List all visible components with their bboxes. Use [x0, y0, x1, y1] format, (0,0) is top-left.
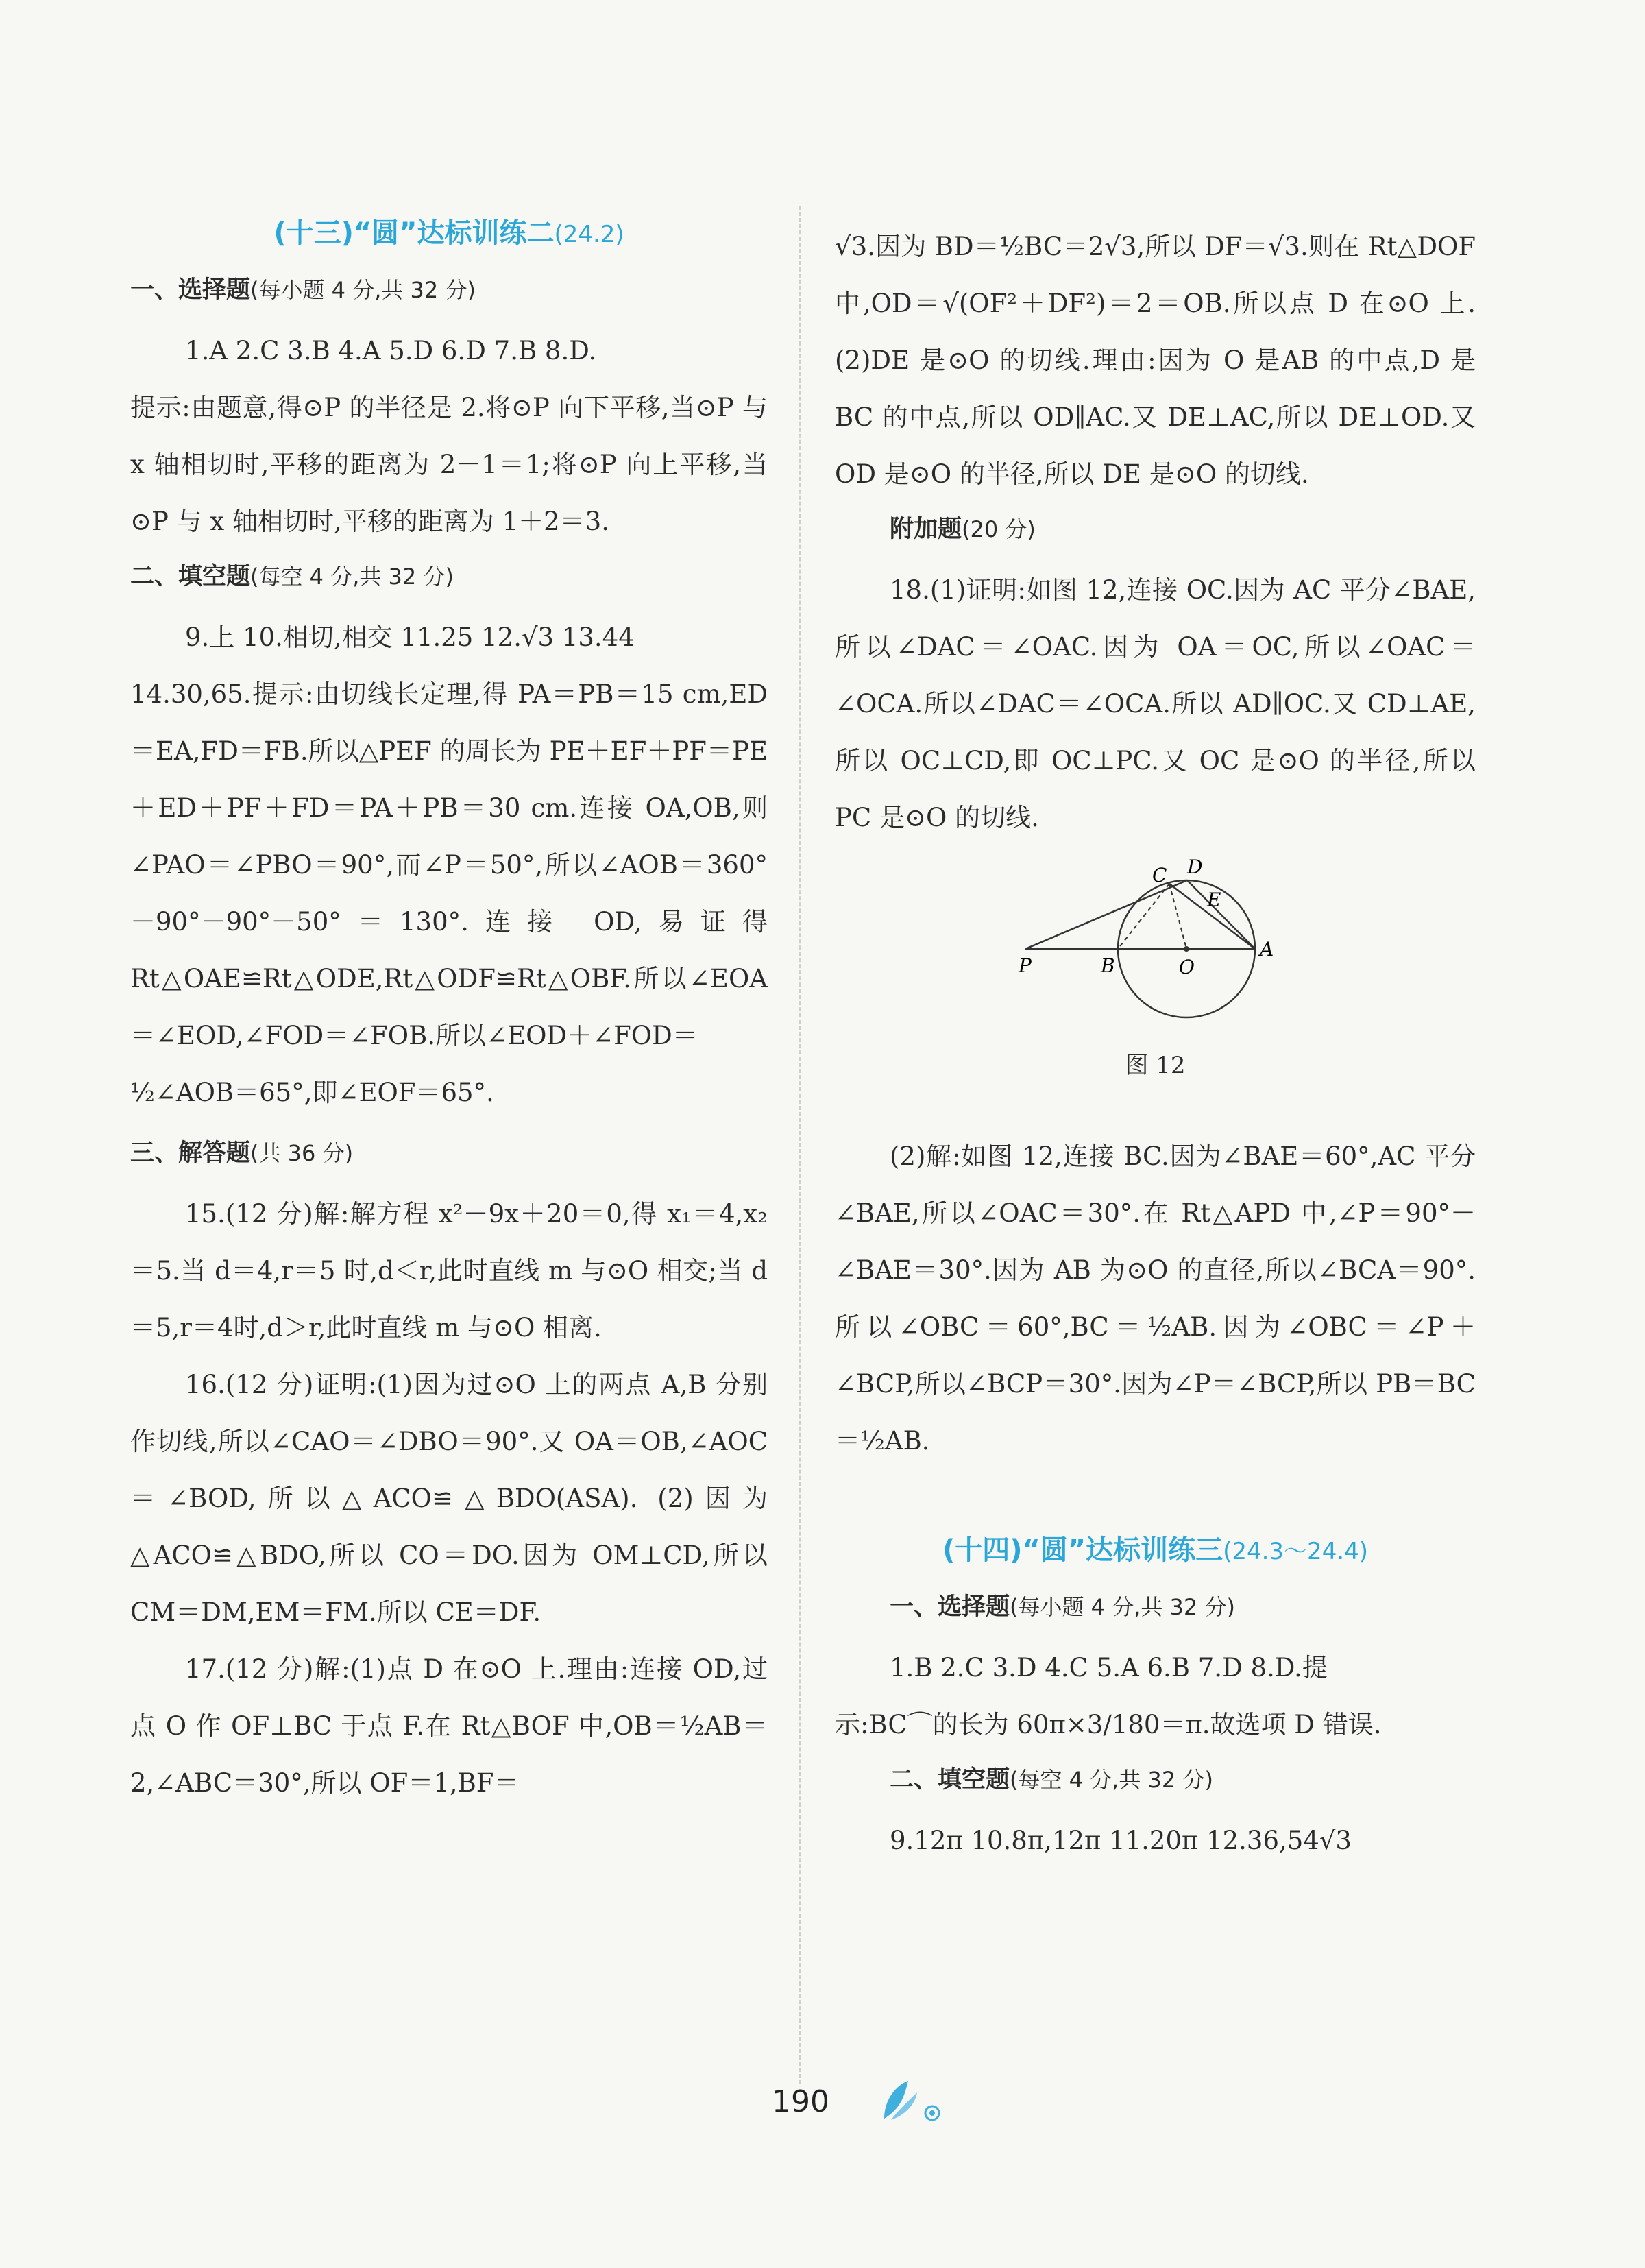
extra-heading [890, 509, 1476, 549]
extra-heading-text: 附加题 [890, 516, 962, 543]
t2-choice-hint: 示:BC⌒的长为 60π×3/180＝π.故选项 D 错误. [835, 1710, 1382, 1739]
question-18-part-1: 18.(1)证明:如图 12,连接 OC.因为 AC 平分∠BAE,所以∠DAC＝∠OAC.因为 OA＝OC,所以∠OAC＝∠OCA.所以∠DAC＝∠OCA.所以 AD∥OC.又 CD⊥AE,所以 OC⊥CD,即 OC⊥PC.又 OC 是⊙O 的半径,所以 PC 是⊙O 的切线. [835, 575, 1476, 832]
page-number: 190 [772, 2084, 829, 2119]
label-p: P [1018, 954, 1032, 977]
circle-tangent-diagram [1012, 853, 1300, 1031]
t2-fill-answers: 9.12π 10.8π,12π 11.20π 12.36,54√3 [890, 1826, 1352, 1855]
right-column [835, 199, 1476, 1869]
t2-choice-heading-text: 一、选择题 [890, 1593, 1010, 1621]
section-title-2-range: (24.3～24.4) [1223, 1538, 1369, 1565]
left-column [130, 199, 768, 1811]
question-14: 14.30,65.提示:由切线长定理,得 PA＝PB＝15 cm,ED＝EA,FD＝FB.所以△PEF 的周长为 PE＋EF＋PF＝PE＋ED＋PF＋FD＝PA＋PB＝30 cm.连接 OA,OB,则∠PAO＝∠PBO＝90°,而∠P＝50°,所以∠AOB＝360°－90°－90°－50°＝130°.连接 OD,易证得Rt△OAE≌Rt△ODE,Rt△ODF≌Rt△OBF.所以∠EOA＝∠EOD,∠FOD＝∠FOB.所以∠EOD＋∠FOD＝ [130, 679, 768, 1050]
figure-caption: 图 12 [1125, 1052, 1186, 1079]
label-o: O [1178, 956, 1195, 978]
label-e: E [1206, 889, 1221, 911]
section-title-text: (十三)“圆”达标训练二 [273, 217, 555, 249]
question-16: 16.(12 分)证明:(1)因为过⊙O 上的两点 A,B 分别作切线,所以∠CAO＝∠DBO＝90°.又 OA＝OB,∠AOC＝∠BOD,所以△ACO≌△BDO(ASA). (2)因为△ACO≌△BDO,所以 CO＝DO.因为 OM⊥CD,所以 CM＝DM,EM＝FM.所以 CE＝DF. [130, 1370, 768, 1627]
section-title-14 [835, 1530, 1476, 1572]
choice-hint: 提示:由题意,得⊙P 的半径是 2.将⊙P 向下平移,当⊙P 与 x 轴相切时,平移的距离为 2－1＝1;将⊙P 向上平移,当⊙P 与 x 轴相切时,平移的距离为 1＋2＝3. [130, 393, 768, 536]
t2-choice-heading [890, 1587, 1476, 1627]
question-14-end: ½∠AOB＝65°,即∠EOF＝65°. [130, 1078, 494, 1107]
t2-choice-heading-note: (每小题 4 分,共 32 分) [1010, 1594, 1235, 1620]
section-title-range: (24.2) [554, 221, 624, 248]
label-b: B [1100, 954, 1115, 977]
center-dot [1184, 946, 1189, 952]
leaf-ornament-icon [877, 2077, 953, 2125]
figure-12 [835, 853, 1476, 1080]
question-17: 17.(12 分)解:(1)点 D 在⊙O 上.理由:连接 OD,过点 O 作 OF⊥BC 于点 F.在 Rt△BOF 中,OB＝½AB＝2,∠ABC＝30°,所以 OF＝1,BF＝ [130, 1654, 768, 1798]
t2-fill-heading-text: 二、填空题 [890, 1766, 1010, 1794]
line-co [1169, 884, 1186, 949]
line-pd [1025, 880, 1187, 949]
question-17-continued: √3.因为 BD＝½BC＝2√3,所以 DF＝√3.则在 Rt△DOF中,OD＝√(OF²＋DF²)＝2＝OB.所以点 D 在⊙O 上. (2)DE 是⊙O 的切线.理由:因为 O 是AB 的中点,D 是 BC 的中点,所以 OD∥AC.又 DE⊥AC,所以 DE⊥OD.又 OD 是⊙O 的半径,所以 DE 是⊙O 的切线. [835, 232, 1476, 489]
label-c: C [1152, 864, 1167, 886]
fill-heading [130, 557, 768, 596]
question-18-part-2: (2)解:如图 12,连接 BC.因为∠BAE＝60°,AC 平分∠BAE,所以∠OAC＝30°.在 Rt△APD 中,∠P＝90°－∠BAE＝30°.因为 AB 为⊙O 的直径,所以∠BCA＝90°.所以∠OBC＝60°,BC＝½AB.因为∠OBC＝∠P＋∠BCP,所以∠BCP＝30°.因为∠P＝∠BCP,所以 PB＝BC＝½AB. [835, 1142, 1476, 1456]
t2-choice-answers: 1.B 2.C 3.D 4.C 5.A 6.B 7.D 8.D.提 [890, 1653, 1328, 1682]
section-title-13 [130, 213, 768, 255]
section-title-2-text: (十四)“圆”达标训练三 [942, 1534, 1223, 1566]
solve-heading-text: 三、解答题 [130, 1139, 251, 1167]
fill-heading-note: (每空 4 分,共 32 分) [250, 564, 454, 590]
choice-heading-note: (每小题 4 分,共 32 分) [250, 277, 476, 303]
question-15: 15.(12 分)解:解方程 x²－9x＋20＝0,得 x₁＝4,x₂＝5.当 d＝4,r＝5 时,d＜r,此时直线 m 与⊙O 相交;当 d＝5,r＝4时,d＞r,此时直线 m 与⊙O 相离. [130, 1199, 768, 1342]
solve-heading-note: (共 36 分) [250, 1140, 354, 1166]
label-a: A [1259, 938, 1274, 961]
fill-answers: 9.上 10.相切,相交 11.25 12.√3 13.44 [185, 623, 635, 652]
t2-fill-heading-note: (每空 4 分,共 32 分) [1010, 1767, 1213, 1793]
choice-heading [130, 270, 768, 310]
choice-answers: 1.A 2.C 3.B 4.A 5.D 6.D 7.B 8.D. [185, 336, 597, 365]
solve-heading [130, 1133, 768, 1173]
choice-heading-text: 一、选择题 [130, 276, 251, 304]
fill-heading-text: 二、填空题 [130, 563, 251, 590]
column-divider [799, 206, 801, 2084]
label-d: D [1186, 856, 1202, 878]
t2-fill-heading [890, 1760, 1476, 1800]
extra-heading-note: (20 分) [962, 516, 1036, 542]
